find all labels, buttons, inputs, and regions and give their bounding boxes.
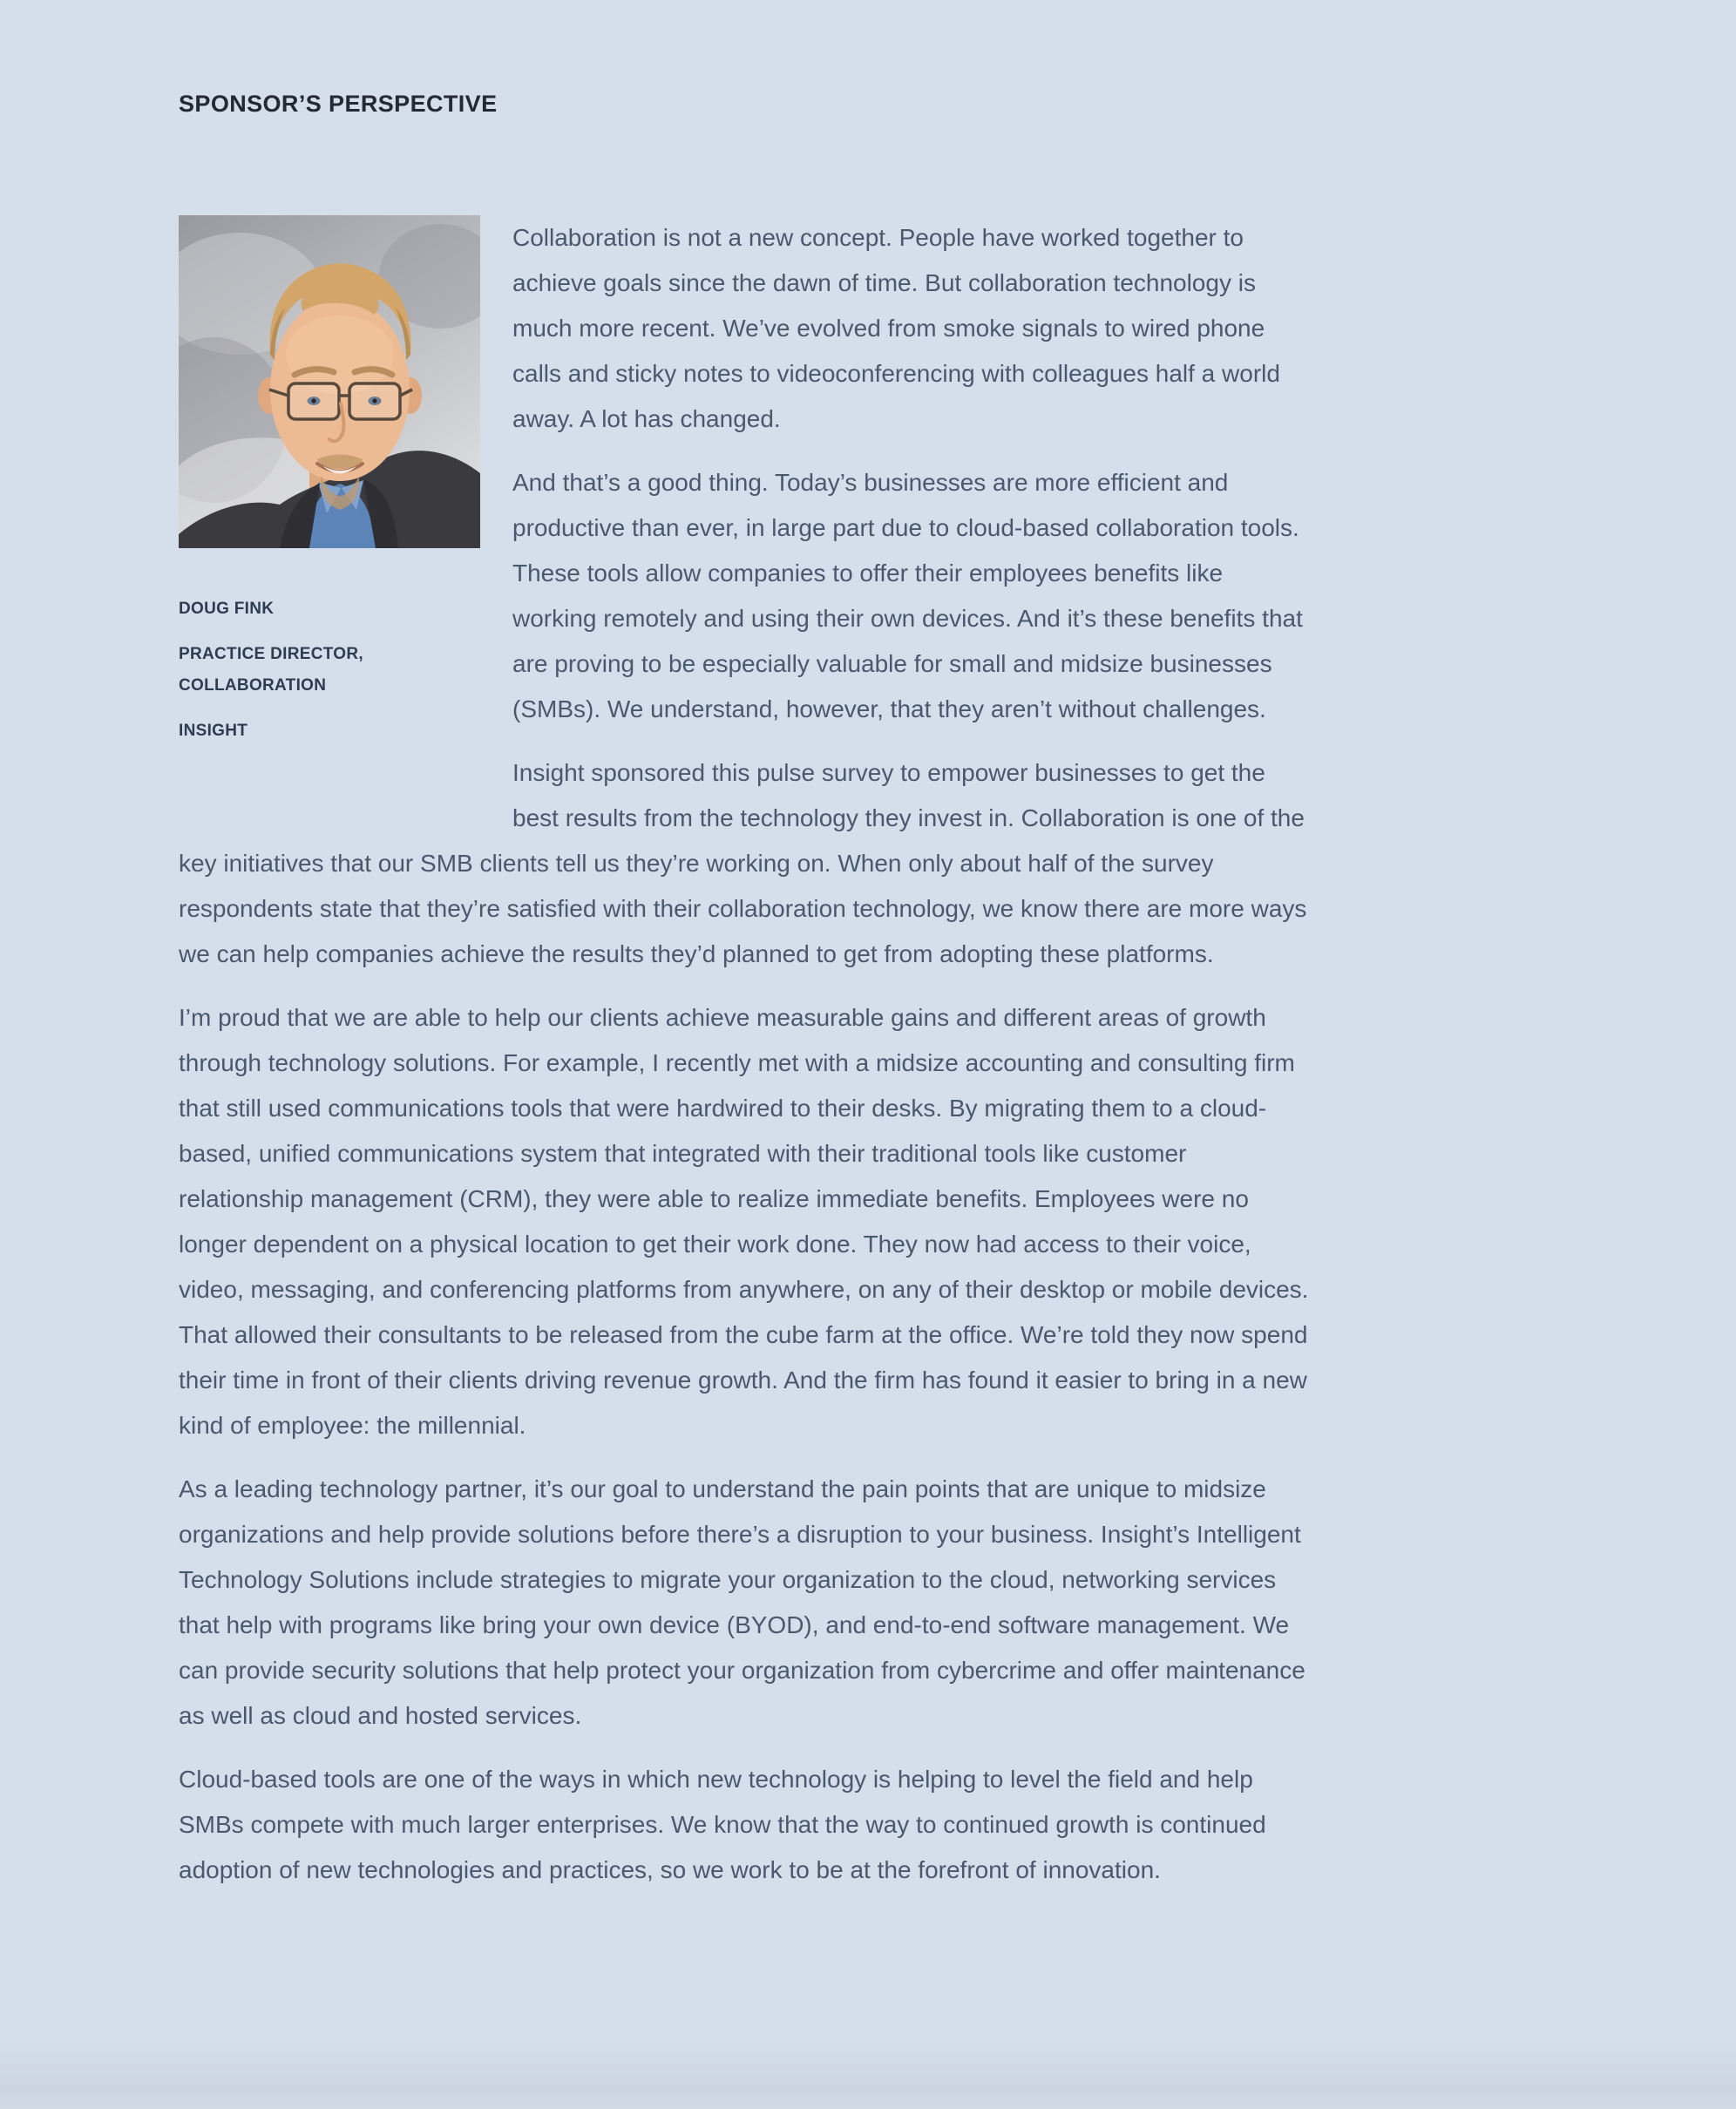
paragraph-2: And that’s a good thing. Today’s businesses are more efficient and productive than ever, in large part due to cloud-based collaboration tools. These tools allow companies to offer their employees benefits like working remotely and using their own devices. And it’s these benefits that are proving to be especially valuable for small and midsize businesses (SMBs). We understand, however, that they aren’t without challenges. bbox=[512, 469, 1303, 722]
author-block bbox=[179, 215, 512, 837]
author-role-line1: PRACTICE DIRECTOR, bbox=[179, 645, 363, 663]
paragraph-5: As a leading technology partner, it’s our goal to understand the pain points that are unique to midsize organizations and help provide solutions before there’s a disruption to your business. Insight’s Intelligent Technology Solutions include strategies to migrate your organization to the cloud, networking services that help with programs like bring your own device (BYOD), and end-to-end software management. We can provide security solutions that help protect your organization from cybercrime and offer maintenance as well as cloud and hosted services. bbox=[179, 1475, 1305, 1729]
paragraph-1: Collaboration is not a new concept. People have worked together to achieve goals since the dawn of time. But collaboration technology is much more recent. We’ve evolved from smoke signals to wired phone calls and sticky notes to videoconferencing with colleagues half a world away. A lot has changed. bbox=[512, 224, 1280, 432]
author-caption bbox=[179, 593, 512, 747]
author-name: DOUG FINK bbox=[179, 600, 275, 618]
article-content bbox=[179, 90, 1312, 1911]
page-bottom-shade bbox=[0, 2039, 1736, 2109]
header-row bbox=[179, 90, 1312, 118]
paragraph-6: Cloud-based tools are one of the ways in which new technology is helping to level the field and help SMBs compete with much larger enterprises. We know that the way to continued growth is continued adoption of new technologies and practices, so we work to be at the forefront of innovation. bbox=[179, 1766, 1266, 1883]
author-role-line2: COLLABORATION bbox=[179, 676, 327, 695]
portrait-photo bbox=[179, 215, 480, 548]
paragraph-4: I’m proud that we are able to help our clients achieve measurable gains and different areas of growth through technology solutions. For example, I recently met with a midsize accounting and consulting firm that still used communications tools that were hardwired to their desks. By migrating them to a cloud-based, unified communications system that integrated with their traditional tools like customer relationship management (CRM), they were able to realize immediate benefits. Employees were no longer dependent on a physical location to get their work done. They now had access to their voice, video, messaging, and conferencing platforms from anywhere, on any of their desktop or mobile devices. That allowed their consultants to be released from the cube farm at the office. We’re told they now spend their time in front of their clients driving revenue growth. And the firm has found it easier to bring in a new kind of employee: the millennial. bbox=[179, 1004, 1309, 1439]
page-heading: SPONSOR’S PERSPECTIVE bbox=[179, 91, 498, 117]
author-company: INSIGHT bbox=[179, 722, 248, 740]
paragraph-3: Insight sponsored this pulse survey to empower businesses to get the best results from the technology they invest in. Collaboration is one of the key initiatives that our SMB clients tell us they’re working on. When only about half of the survey respondents state that they’re satisfied with their collaboration technology, we know there are more ways we can help companies achieve the results they’d planned to get from adopting these platforms. bbox=[179, 759, 1307, 967]
